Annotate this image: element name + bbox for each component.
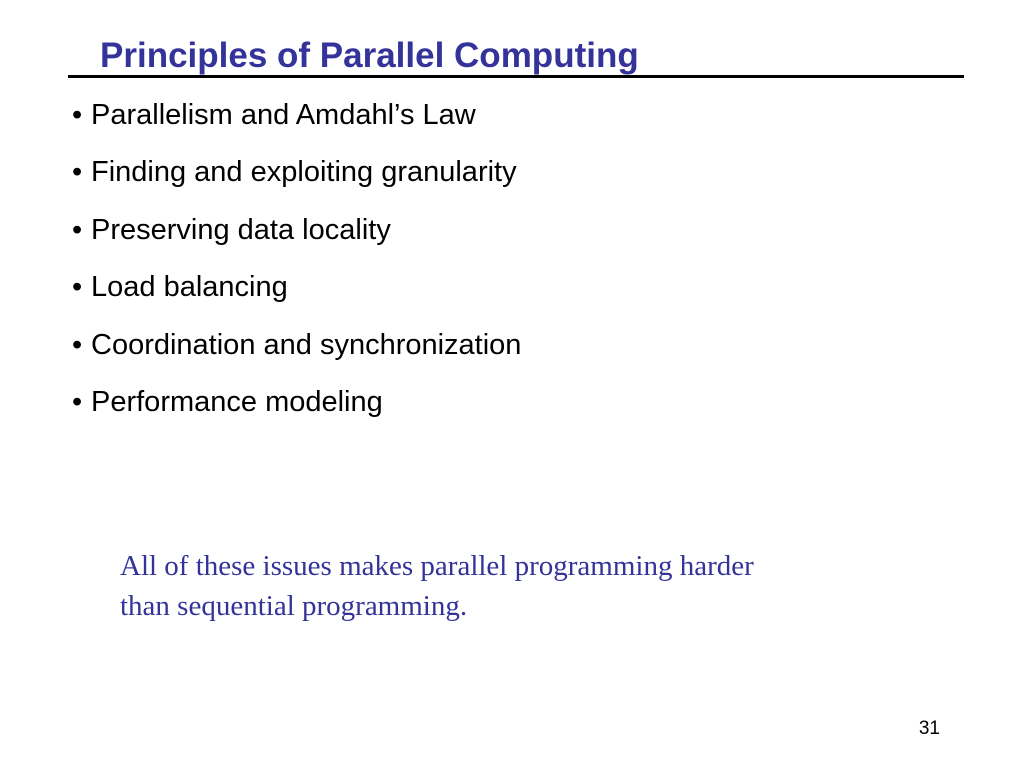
bullet-icon: • [72,385,83,418]
page-number: 31 [918,718,940,739]
bullet-text: Coordination and synchronization [91,328,522,361]
bullet-item [72,96,521,153]
title-underline [68,75,964,78]
bullet-item [72,326,521,383]
bullet-icon: • [72,213,83,246]
bullet-text: Performance modeling [91,385,383,418]
bullet-text: Parallelism and Amdahl’s Law [91,99,476,131]
bullet-text: Load balancing [91,271,288,304]
bullet-item [72,153,521,210]
summary-note [120,546,920,626]
bullet-item [72,211,521,268]
bullet-text: Finding and exploiting granularity [91,156,517,189]
bullet-item [72,383,521,440]
bullet-icon: • [72,156,83,189]
bullet-list [72,96,521,440]
summary-note-line: All of these issues makes parallel programming harder [120,550,754,582]
bullet-item [72,268,521,325]
bullet-icon: • [72,271,83,304]
bullet-icon: • [72,328,83,361]
summary-note-line: than sequential programming. [120,590,468,622]
bullet-icon: • [72,99,83,131]
slide-title: Principles of Parallel Computing [100,36,639,75]
bullet-text: Preserving data locality [91,213,391,246]
